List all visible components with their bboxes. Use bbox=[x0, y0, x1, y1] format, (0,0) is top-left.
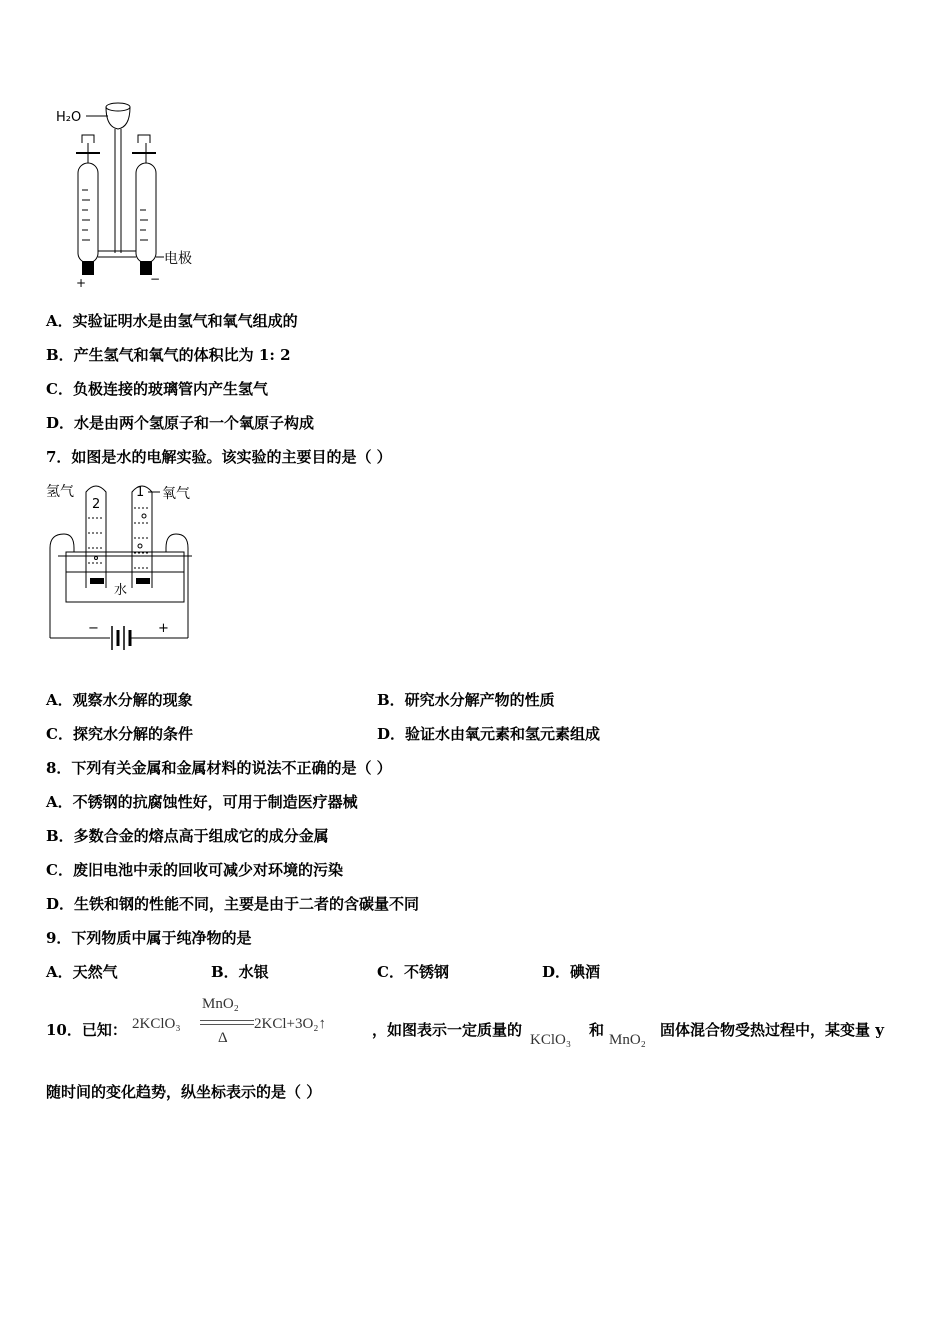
q6-option-c[interactable]: C．负极连接的玻璃管内产生氢气 bbox=[46, 380, 268, 398]
q6-option-a[interactable]: A．实验证明水是由氢气和氧气组成的 bbox=[46, 312, 298, 330]
eq-heat: Δ bbox=[218, 1030, 228, 1046]
q7-stem: 7．如图是水的电解实验。该实验的主要目的是（ ） bbox=[46, 448, 392, 466]
q6-option-d[interactable]: D．水是由两个氢原子和一个氧原子构成 bbox=[46, 414, 315, 432]
battery-minus: − bbox=[88, 621, 99, 636]
plus-sign: + bbox=[76, 276, 87, 290]
eq-left: 2KClO₃ bbox=[132, 1016, 181, 1032]
q9-option-d[interactable]: D．碘酒 bbox=[542, 963, 601, 981]
eq-double-line bbox=[200, 1020, 254, 1025]
q8-option-d[interactable]: D．生铁和钢的性能不同，主要是由于二者的含碳量不同 bbox=[46, 895, 420, 913]
tube-right-number: 1 bbox=[136, 485, 145, 500]
oxygen-label: 氧气 bbox=[162, 486, 190, 502]
q9-option-b[interactable]: B．水银 bbox=[211, 963, 269, 981]
q9-option-c[interactable]: C．不锈钢 bbox=[377, 963, 449, 981]
q7-option-c[interactable]: C．探究水分解的条件 bbox=[46, 725, 193, 743]
water-label: 水 bbox=[114, 583, 128, 598]
q7-option-b[interactable]: B．研究水分解产物的性质 bbox=[377, 691, 555, 709]
q8-option-a[interactable]: A．不锈钢的抗腐蚀性好，可用于制造医疗器械 bbox=[46, 793, 358, 811]
minus-sign: − bbox=[150, 272, 161, 286]
battery-plus: + bbox=[158, 621, 169, 636]
h2o-label: H₂O bbox=[56, 110, 82, 125]
q8-stem: 8．下列有关金属和金属材料的说法不正确的是（ ） bbox=[46, 759, 392, 777]
q7-option-a[interactable]: A．观察水分解的现象 bbox=[46, 691, 193, 709]
eq-right: 2KCl+3O₂↑ bbox=[254, 1016, 327, 1032]
q7-option-d[interactable]: D．验证水由氧元素和氢元素组成 bbox=[377, 725, 601, 743]
q10-text-mid1: ，如图表示一定质量的 bbox=[372, 1021, 523, 1039]
q10-prefix: 10．已知： bbox=[46, 1021, 127, 1039]
figure-electrolysis-trough bbox=[44, 478, 204, 660]
q6-option-b[interactable]: B．产生氢气和氧气的体积比为 1: 2 bbox=[46, 346, 291, 364]
q10-equation bbox=[132, 996, 372, 1052]
eq-catalyst: MnO₂ bbox=[202, 996, 239, 1012]
q8-option-b[interactable]: B．多数合金的熔点高于组成它的成分金属 bbox=[46, 827, 329, 845]
q10-line2: 随时间的变化趋势，纵坐标表示的是（ ） bbox=[46, 1083, 322, 1101]
figure-hoffman-apparatus bbox=[52, 95, 212, 295]
electrode-label: 电极 bbox=[164, 251, 192, 267]
tube-left-number: 2 bbox=[92, 497, 101, 512]
q10-mno2: MnO₂ bbox=[609, 1032, 646, 1048]
q9-option-a[interactable]: A．天然气 bbox=[46, 963, 118, 981]
q10-and: 和 bbox=[589, 1021, 605, 1039]
q9-stem: 9．下列物质中属于纯净物的是 bbox=[46, 929, 252, 947]
q8-option-c[interactable]: C．废旧电池中汞的回收可减少对环境的污染 bbox=[46, 861, 343, 879]
q10-kclo3: KClO₃ bbox=[530, 1032, 572, 1048]
q10-text-mid2: 固体混合物受热过程中，某变量 y bbox=[660, 1021, 884, 1039]
hydrogen-label: 氢气 bbox=[46, 484, 74, 500]
